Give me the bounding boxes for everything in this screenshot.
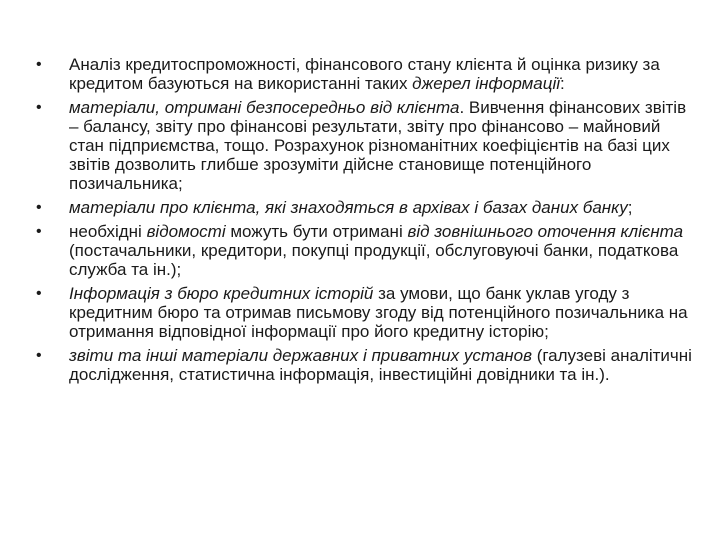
item-emphasis: матеріали, отримані безпосередньо від клієнта [69,98,460,117]
list-item-institution-reports [36,346,696,384]
item-emphasis: джерел інформації [412,74,561,93]
bullet-icon: • [36,99,42,116]
item-emphasis: Інформація з бюро кредитних історій [69,284,374,303]
bullet-icon: • [36,223,42,240]
list-item-credit-bureau [36,284,696,341]
list-item-client-materials [36,98,696,193]
item-text: ; [627,198,633,217]
bullet-icon: • [36,347,42,364]
item-text: за умови, що банк уклав угоду з кредитним бюро та отримав письмову згоду від потенційного позичальника на отримання відповідної інформації про його кредитну історію; [69,284,688,341]
item-text: Аналіз кредитоспроможності, фінансового стану клієнта й оцінка ризику за кредитом базуються на використанні таких [69,55,660,93]
item-emphasis: звіти та інші матеріали державних і приватних установ [69,346,532,365]
item-text: необхідні [69,222,147,241]
item-text: : [560,74,565,93]
list-item-bank-archives [36,198,696,217]
item-text: . Вивчення фінансових звітів – балансу, звіту про фінансові результати, звіту про фінансово – майновий стан підприємства, тощо. Розрахунок різноманітних коефіцієнтів на базі цих звітів дозволить глибше зрозуміти дійсне становище потенційного позичальника; [69,98,687,193]
item-emphasis: відомості [146,222,226,241]
list-item-info-sources [36,55,696,93]
bullet-icon: • [36,285,42,302]
item-emphasis: від зовнішнього оточення клієнта [407,222,684,241]
item-text: (галузеві аналітичні дослідження, статистична інформація, інвестиційні довідники та ін.). [69,346,692,384]
item-emphasis: матеріали про клієнта, які знаходяться в архівах і базах даних банку [69,198,628,217]
bullet-list [36,55,696,389]
item-text: можуть бути отримані [225,222,408,241]
bullet-icon: • [36,199,42,216]
bullet-icon: • [36,56,42,73]
list-item-external-environment [36,222,696,279]
item-text: (постачальники, кредитори, покупці продукції, обслуговуючі банки, податкова служба та ін.); [69,241,679,279]
